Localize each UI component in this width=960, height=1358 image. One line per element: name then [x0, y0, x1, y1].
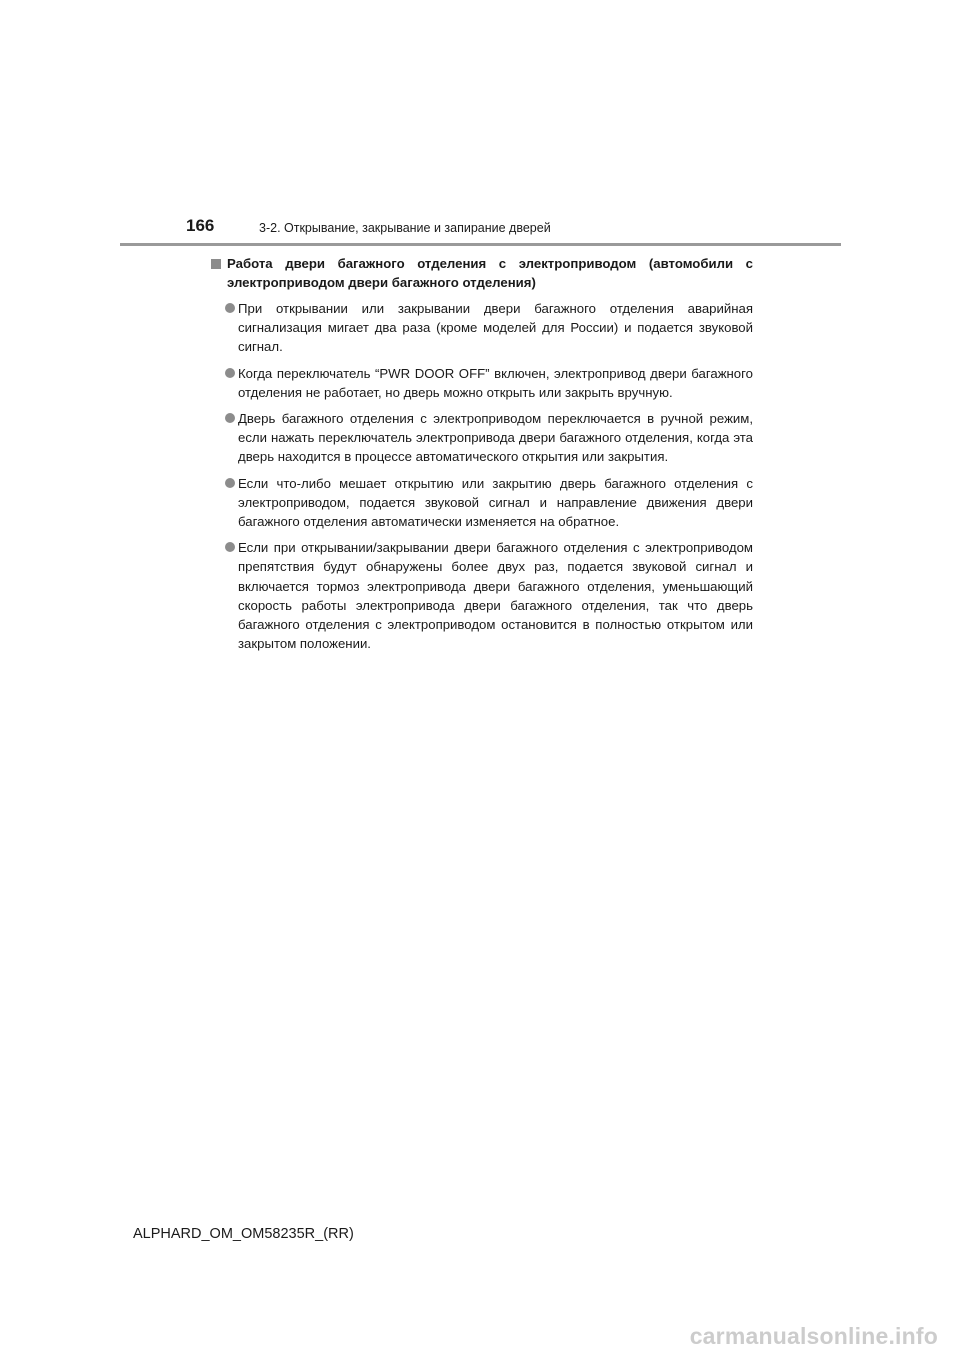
- section-heading-text: Работа двери багажного отделения с электроприводом (автомобили с электроприводом двери багажного отделения): [227, 256, 753, 290]
- list-item: [210, 474, 753, 532]
- footer-doc-code: ALPHARD_OM_OM58235R_(RR): [133, 1226, 354, 1242]
- list-item: [210, 299, 753, 357]
- circle-bullet-icon: [225, 368, 235, 378]
- content-section: [210, 255, 753, 660]
- circle-bullet-icon: [225, 542, 235, 552]
- circle-bullet-icon: [225, 413, 235, 423]
- list-item: [210, 538, 753, 653]
- circle-bullet-icon: [225, 478, 235, 488]
- bullet-list: [210, 299, 753, 653]
- section-title: 3-2. Открывание, закрывание и запирание дверей: [259, 221, 551, 235]
- list-item: [210, 364, 753, 402]
- circle-bullet-icon: [225, 303, 235, 313]
- list-item: [210, 409, 753, 467]
- list-item-text: Если при открывании/закрывании двери багажного отделения с электроприводом препятствия будут обнаружены более двух раз, подается звуковой сигнал и включается тормоз электропривода двери багажного отделения, уменьшающий скорость работы электропривода двери багажного отделения, так что дверь багажного отделения с электроприводом остановится в полностью открытом или закрытом положении.: [238, 540, 753, 652]
- list-item-text: При открывании или закрывании двери багажного отделения аварийная сигнализация мигает два раза (кроме моделей для России) и подается звуковой сигнал.: [238, 301, 753, 355]
- watermark: carmanualsonline.info: [689, 1323, 938, 1349]
- section-heading: [210, 255, 753, 292]
- list-item-text: Когда переключатель “PWR DOOR OFF” включен, электропривод двери багажного отделения не работает, но дверь можно открыть или закрыть вручную.: [238, 365, 753, 400]
- header-rule: [120, 243, 841, 246]
- page-number: 166: [186, 216, 215, 235]
- list-item-text: Если что-либо мешает открытию или закрытию дверь багажного отделения с электроприводом, подается звуковой сигнал и направление движения двери багажного отделения автоматически изменяется на обратное.: [238, 475, 753, 530]
- list-item-text: Дверь багажного отделения с электроприводом переключается в ручной режим, если нажать переключатель электропривода двери багажного отделения, когда эта дверь находится в процессе автоматического открытия или закрытия.: [238, 411, 753, 465]
- square-bullet-icon: [211, 259, 221, 269]
